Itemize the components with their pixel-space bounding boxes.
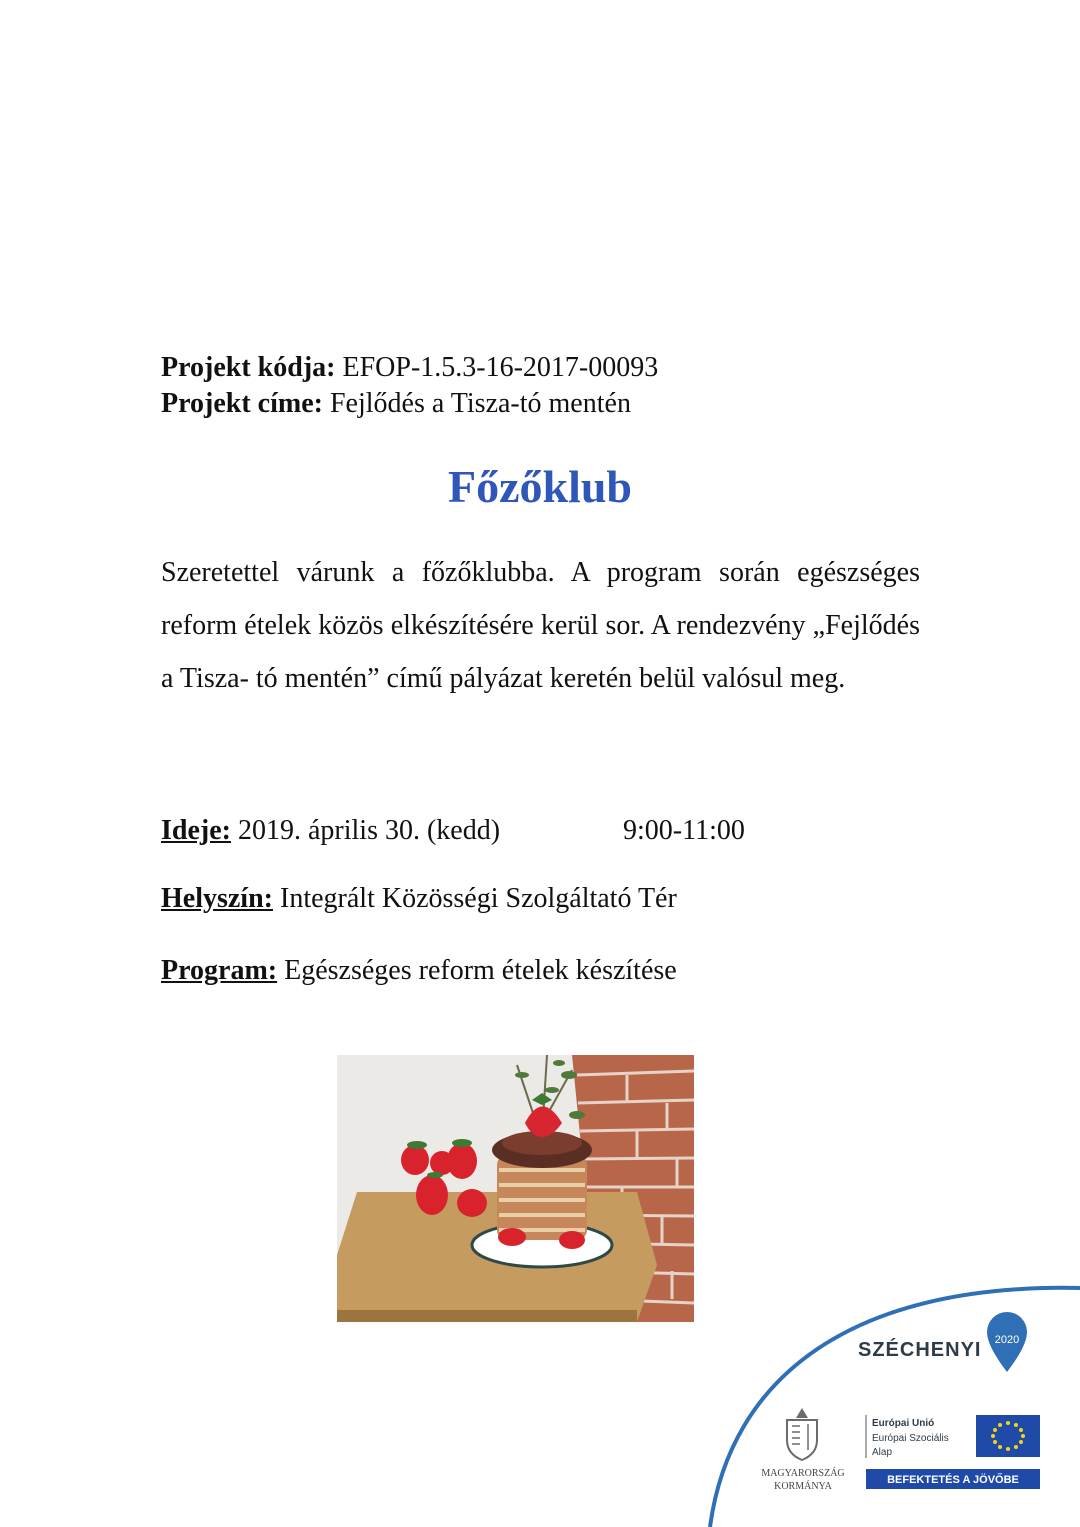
project-title-label: Projekt címe: (161, 388, 323, 419)
date-label: Ideje: (161, 815, 231, 846)
place-value: Integrált Közösségi Szolgáltató Tér (280, 883, 677, 914)
szechenyi-wordmark: SZÉCHENYI (858, 1339, 982, 1361)
project-code-label: Projekt kódja: (161, 352, 336, 383)
intro-paragraph: Szeretettel várunk a főzőklubba. A program során egészséges reform ételek közös elkészítésére kerül sor. A rendezvény „Fejlődés a Tisza- tó mentén” című pályázat keretén belül valósul meg. (161, 557, 920, 694)
place-label: Helyszín: (161, 883, 273, 914)
eu-line-1: Európai Unió (872, 1418, 935, 1429)
project-title-line (161, 386, 658, 422)
program-value: Egészséges reform ételek készítése (284, 955, 677, 986)
eu-line-2: Európai Szociális (872, 1433, 949, 1444)
event-title: Főzőklub (447, 461, 633, 512)
project-title-value: Fejlődés a Tisza-tó mentén (329, 388, 631, 419)
hungarian-coat-of-arms-icon (787, 1408, 817, 1460)
project-code-line (161, 350, 658, 386)
government-line-1: Magyarország (761, 1468, 845, 1479)
eu-line-3: Alap (872, 1447, 893, 1458)
project-info (161, 350, 658, 422)
szechenyi-2020-footer (700, 1258, 1080, 1527)
project-code-value: EFOP-1.5.3-16-2017-00093 (342, 352, 659, 383)
pancake-photo (337, 1055, 694, 1322)
government-line-2: Kormánya (774, 1481, 832, 1492)
time-value: 9:00-11:00 (623, 815, 745, 846)
slogan-text: BEFEKTETÉS A JÖVŐBE (887, 1474, 1019, 1486)
date-value: 2019. április 30. (kedd) (237, 815, 501, 846)
szechenyi-year: 2020 (994, 1334, 1020, 1346)
program-label: Program: (161, 955, 278, 986)
szechenyi-pin-icon (987, 1312, 1027, 1372)
program-line (161, 955, 677, 987)
place-line (161, 883, 677, 915)
eu-flag-icon (976, 1415, 1040, 1457)
date-line (161, 815, 500, 847)
